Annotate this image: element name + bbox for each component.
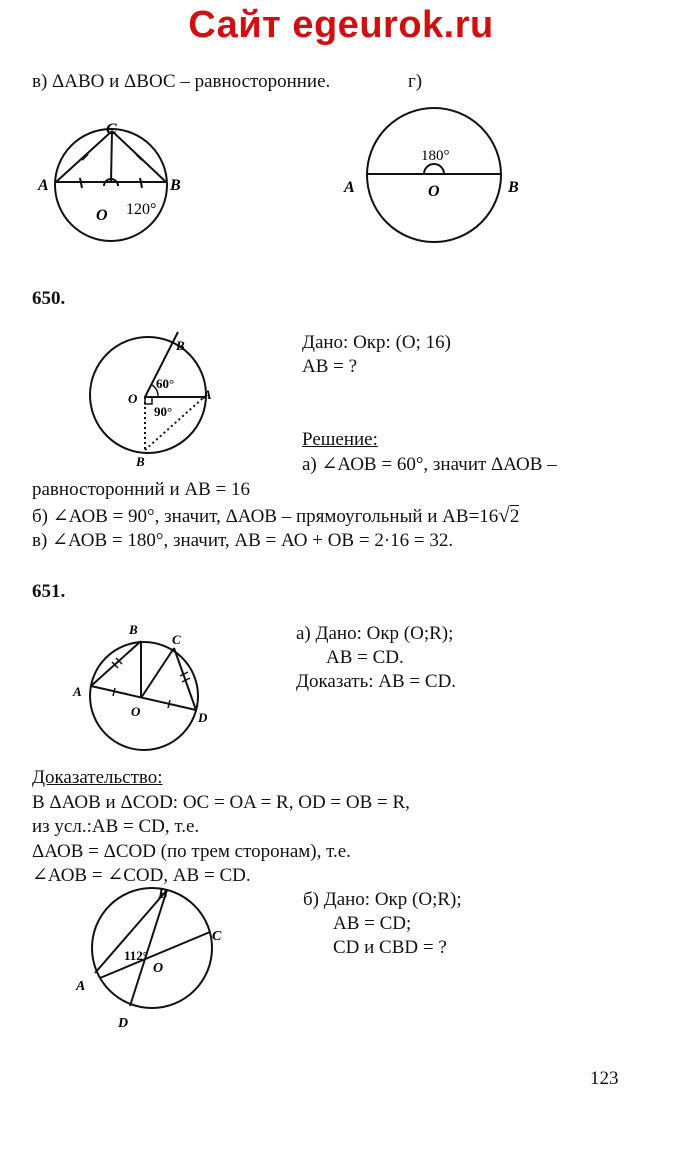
p651-proof-3: ΔАОВ = ΔCOD (по трем сторонам), т.е. <box>32 841 351 862</box>
p651-proof-title: Доказательство: <box>32 767 163 788</box>
fig-650-label-b-top: B <box>176 338 185 353</box>
fig-651b-label-b: B <box>158 887 168 902</box>
chord-cd-651 <box>174 648 196 710</box>
fig-g-label-o: O <box>428 183 440 200</box>
circle-650 <box>90 337 206 453</box>
line-v-statement: в) ΔАВО и ΔВОС – равносторонние. <box>32 71 331 92</box>
circle-651a <box>90 642 198 750</box>
angle-arc-g <box>424 164 444 174</box>
fig-v-label-a: A <box>38 177 49 194</box>
chord-ab-651 <box>91 641 141 686</box>
p650-line-b: б) ∠АОВ = 90°, значит, ΔАОВ – прямоугольный и АВ=16√2 <box>32 503 520 527</box>
fig-651b-label-o: O <box>153 961 164 976</box>
right-angle-mark <box>145 397 152 404</box>
fig-651a-label-a: A <box>73 684 82 699</box>
problem-650-number: 650. <box>32 288 66 309</box>
tick-4 <box>140 178 142 188</box>
p650-given-2: АВ = ? <box>302 356 358 377</box>
fig-650-angle-60: 60° <box>156 376 175 391</box>
p650-line-b-root: 2 <box>509 506 520 527</box>
radius-oc-651 <box>141 648 174 698</box>
fig-651a-label-d: D <box>198 710 208 725</box>
p650-line-b-text: б) ∠АОВ = 90°, значит, ΔАОВ – прямоугольный и АВ=16 <box>32 506 499 527</box>
site-title: Сайт egeurok.ru <box>188 4 494 46</box>
p650-line-a: а) ∠АОВ = 60°, значит ΔАОВ – <box>302 454 557 475</box>
fig-g-angle: 180° <box>421 148 450 164</box>
p651-given-b-1: б) Дано: Окр (О;R); <box>303 889 462 910</box>
p650-given-1: Дано: Окр: (О; 16) <box>302 332 451 353</box>
p651-given-a-2: АВ = CD. <box>326 647 404 668</box>
fig-651a-label-o: O <box>131 704 141 719</box>
fig-650-label-o: O <box>128 391 138 406</box>
fig-651b-angle: 112° <box>124 948 148 963</box>
fig-v-label-o: O <box>96 207 108 224</box>
fig-v-label-c: C <box>106 121 117 138</box>
tick-oa <box>113 688 115 696</box>
radius-oc <box>111 131 112 182</box>
p650-line-a2: равносторонний и АВ = 16 <box>32 479 250 500</box>
page-number: 123 <box>590 1068 619 1089</box>
fig-g-label-a: A <box>344 179 355 196</box>
line-a-d <box>91 686 196 710</box>
label-g: г) <box>408 71 423 92</box>
tick-od <box>168 700 170 708</box>
fig-g-label-b: B <box>508 179 519 196</box>
fig-651a-label-c: C <box>172 632 181 647</box>
chord-ac <box>56 131 112 182</box>
p651-given-a-1: а) Дано: Окр (О;R); <box>296 623 454 644</box>
problem-651-number: 651. <box>32 581 66 602</box>
fig-650-label-a: A <box>203 387 212 402</box>
tick-2 <box>136 154 142 160</box>
p651-prove: Доказать: АВ = CD. <box>296 671 457 692</box>
fig-v-angle: 120° <box>126 201 157 218</box>
tick-3 <box>80 178 82 188</box>
fig-651a-label-b: B <box>129 622 138 637</box>
p651-proof-4: ∠АОВ = ∠COD, АВ = CD. <box>32 865 251 886</box>
p651-given-b-2: АВ = CD; <box>333 913 412 934</box>
fig-651b-label-d: D <box>118 1016 129 1031</box>
fig-651b-label-c: C <box>212 929 222 944</box>
fig-v-label-b: B <box>170 177 181 194</box>
p650-solution-title: Решение: <box>302 429 378 450</box>
p651-proof-2: из усл.:АВ = CD, т.е. <box>32 816 200 837</box>
fig-650-angle-90: 90° <box>154 404 173 419</box>
fig-650-label-b-bottom: B <box>136 454 145 469</box>
p651-proof-1: В ΔАОВ и ΔCOD: OC = OA = R, OD = OB = R, <box>32 792 410 813</box>
fig-651b-label-a: A <box>76 979 86 994</box>
p651-given-b-3: CD и CBD = ? <box>333 937 447 958</box>
figure-v-circle <box>0 0 682 290</box>
p650-line-c: в) ∠АОВ = 180°, значит, АВ = АО + ОВ = 2·16 = 32. <box>32 530 454 551</box>
